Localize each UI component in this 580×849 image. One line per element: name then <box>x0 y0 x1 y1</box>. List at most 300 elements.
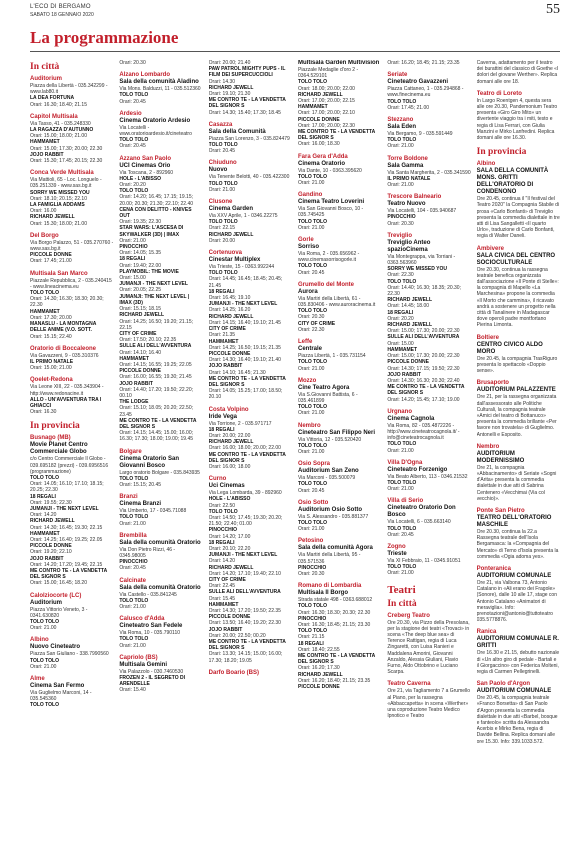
listing-entry <box>298 538 381 577</box>
venue-town: Ardesio <box>119 110 142 117</box>
showtimes: Orari: 16.20; 18.45; 21.15; 23.35 <box>387 60 460 66</box>
film-title: STAR WARS: L'ASCESA DI SKYWALKER (3D) | IMAX <box>119 225 184 238</box>
venue-address: Via Santa Margherita, 2 - 035.341590 <box>387 169 471 176</box>
showtimes: Orari: 14.45; 18.00 <box>387 303 430 310</box>
showtimes: Orari: 14.40; 17.20; 19.50; 22.20; 00.10 <box>119 386 193 399</box>
showtimes: Orari: 20.45 <box>297 487 325 494</box>
showtimes: Orari: 16.30; 18.40; 21.15 <box>30 101 87 108</box>
film-title: ME CONTRO TE - LA VENDETTA DEL SIGNOR S <box>297 652 376 666</box>
venue-name: Cinestar Multiplex <box>208 257 261 264</box>
showtimes: Orari: 16.20; 18.40; 21.15; 23.35 <box>297 677 371 684</box>
listing-entry <box>119 60 202 66</box>
showtimes: Orari: 14.40; 16.30; 18.35; 20.30; 22.30 <box>387 284 461 298</box>
venue-name: Iride Vega <box>208 413 238 420</box>
venue-name: Multisala Gemini <box>119 661 168 668</box>
listing-entry <box>298 583 381 690</box>
venue-address: Via Umberto, 17 - 0345.71088 <box>119 508 187 515</box>
showtimes: Orari: 21.00 <box>30 663 57 670</box>
showtimes: Orari: 20.00; 21.40 <box>208 60 251 66</box>
film-title: TOLO TOLO <box>297 603 327 610</box>
venue-address: Via Roma, 82 - 035.4872226 - http://www.cineteatrocagnola.it/ - info@cineteatrocagnola.it <box>387 422 460 442</box>
venue-town: Gorle <box>297 237 314 244</box>
film-title: TOLO TOLO <box>297 442 327 449</box>
film-title: TOLO TOLO <box>297 481 327 488</box>
venue-address: Via XXV Aprile, 1 - 0346.22275 <box>208 213 278 220</box>
showtimes: Orari: 20.05; 22.25 <box>119 287 162 294</box>
venue-town: Romano di Lombardia <box>297 583 362 590</box>
venue-address: Via Martiri della Libertà, 61 - 035.830406 - www.auroracinema.it <box>297 295 376 309</box>
venue-name: Cinema Oratorio San Giovanni Bosco <box>119 455 180 469</box>
film-title: SULLE ALI DELL'AVVENTURA <box>119 343 192 350</box>
showtimes: Orari: 19.35; 22.30 <box>119 219 162 226</box>
venue-name: UCI Cinemas Orio <box>119 162 171 169</box>
showtimes: Orari: 20.00 <box>208 237 236 244</box>
showtimes: Orari: 22.45 <box>208 583 236 590</box>
listing-entry <box>477 629 560 675</box>
film-title: TOLO TOLO <box>119 636 149 643</box>
film-title: HAMMAMET <box>297 104 328 111</box>
showtimes: Orari: 21.35 <box>208 332 236 339</box>
showtimes: Orari: 14.20 <box>30 512 57 519</box>
venue-town: Conca Verde Multisala <box>30 170 94 177</box>
showtimes: Orari: 21.00 <box>119 237 146 244</box>
film-title: SULLE ALI DELL'AVVENTURA <box>208 589 281 596</box>
listing-entry <box>30 377 113 415</box>
venue-name: SALA DELLA COMUNITÀ MONS. GRITTI DELL'ORATORIO DI CONDENONO <box>476 168 549 196</box>
venue-address: Via Guglielmo Marconi, 14 - 035.545360 <box>30 690 92 703</box>
listing-entry <box>387 460 470 493</box>
film-title: TOLO TOLO <box>30 290 59 297</box>
film-title: TOLO TOLO <box>387 525 417 532</box>
showtimes: Orari: 16.30; 18.45; 21.15; 23.30 <box>297 621 371 628</box>
event-description: Ore 21, via Valbona 73, Antonio Catalano in «Ali erano dei Fragole» (Sonore), dalle 10 alle 17, stage con Antonio Catalano «Animatori di meraviglia». Info: prenotazioni@antonio@tuttoteatro 035.5778876. <box>476 579 557 624</box>
showtimes: Orari: 20.45 <box>119 98 146 105</box>
listing-entry <box>30 114 113 164</box>
listing-entry <box>477 91 560 141</box>
film-title: 18 REGALI <box>297 640 324 647</box>
film-title: JOJO RABBIT <box>208 363 243 370</box>
listing-entry <box>298 60 381 148</box>
header-divider <box>30 51 560 52</box>
film-title: PINOCCHIO <box>297 615 327 622</box>
listing-entry <box>298 192 381 231</box>
listing-entry <box>298 282 381 333</box>
venue-town: Fara Gera d'Adda <box>297 153 348 160</box>
film-title: PAW PATROL MIGHTY PUPS - IL FILM DEI SUPERCUCCIOLI <box>208 66 286 79</box>
film-title: TOLO TOLO <box>297 359 327 366</box>
showtimes: Orari: 21.00 <box>297 410 325 417</box>
venue-name: Cineteatro Gavazzeni <box>387 79 448 86</box>
film-title: 18 REGALI <box>30 493 56 500</box>
film-title: JUMANJI - THE NEXT LEVEL <box>30 505 99 512</box>
film-title: FROZEN 2 - IL SEGRETO DI ARENDELLE <box>119 675 185 688</box>
venue-address: Piazza Cattaneo, 1 - 035.294868 - www.finecinema.eu <box>387 86 464 99</box>
film-title: CITY OF CRIME <box>297 320 336 327</box>
listing-entry <box>30 76 113 108</box>
film-title: PINOCCHIO <box>119 559 148 566</box>
listing-entry <box>30 435 113 586</box>
film-title: JOJO RABBIT <box>208 626 243 633</box>
film-title: ME CONTRO TE - LA VENDETTA DEL SIGNOR S <box>208 375 286 388</box>
listing-entry <box>298 423 381 456</box>
venue-address: Via Torrione, 2 - 035.971717 <box>208 420 272 427</box>
venue-town: Zogno <box>387 543 406 550</box>
film-title: TOLO TOLO <box>30 619 59 625</box>
venue-address: Via Vittoria, 12 - 035.520420 <box>297 436 362 443</box>
showtimes: Orari: 20.30 <box>297 314 325 321</box>
venue-town: Calolziocorte (LC) <box>30 592 82 599</box>
showtimes: Orari: 16.00 <box>30 208 57 215</box>
venue-name: Teatro Nuovo <box>387 201 426 208</box>
venue-address: c/o Centro Commerciale Il Globo - 039.695182 (prezzi) - 039.6956516 (programmazione) <box>30 456 109 475</box>
film-title: HAMMAMET <box>30 308 60 315</box>
listing-entry <box>30 170 113 227</box>
listing-entry <box>387 233 470 403</box>
showtimes: Orari: 16.00; 18.00; 20.00; 22.00 <box>208 445 281 452</box>
listing-entry <box>298 461 381 494</box>
publication-name: L'ECO DI BERGAMO <box>30 4 91 10</box>
showtimes: Orari: 15.00; 16.45; 18.20 <box>30 580 87 587</box>
showtimes: Orari: 18.40; 22.55 <box>297 646 340 653</box>
venue-name: Sala Gamma <box>387 162 424 169</box>
column-2 <box>119 60 202 840</box>
listing-entry <box>30 676 113 709</box>
showtimes: Orari: 21.00 <box>30 625 57 632</box>
film-title: TOLO TOLO <box>297 263 327 270</box>
film-title: 18 REGALI <box>387 309 414 316</box>
region-heading: In città <box>30 62 60 72</box>
film-title: PLAYMOBIL: THE MOVIE <box>119 268 179 275</box>
film-title: TOLO TOLO <box>297 79 327 86</box>
listing-entry <box>298 500 381 533</box>
venue-address: Via Tasso, 41 - 035.248330 <box>30 120 91 127</box>
showtimes: Orari: 16.00; 18.00 <box>208 463 251 470</box>
event-description: Ore 16.30 e 21.15, debutto nazionale di «Un altro giro di pedale - Bartali e il Giorgaccino» con Federica Molteni, regia di Carmen Pellegrinelli. <box>476 650 560 675</box>
film-title: HAMMAMET <box>208 601 239 608</box>
column-1 <box>30 60 113 840</box>
showtimes: Orari: 14.20; 15.45; 17.10; 19.00 <box>387 396 460 403</box>
listing-entry <box>477 508 560 560</box>
venue-town: Osio Sopra <box>297 461 330 468</box>
event-description: Ore 21, via Tagliamento 7 a Grumello al Piano, per la rassegna «Abbaccapetta» in scena «Werther» una coproduzione Teatro Medico Ipnotico e Teatro <box>387 688 471 720</box>
region-heading: In provincia <box>476 147 527 158</box>
showtimes: Orari: 21.15 <box>297 634 325 641</box>
film-title: ME CONTRO TE - LA VENDETTA DEL SIGNOR S <box>119 417 197 430</box>
film-title: ME CONTRO TE - LA VENDETTA DEL SIGNOR S <box>208 97 286 110</box>
venue-name: Auditorium Osio Sotto <box>297 506 362 513</box>
venue-town: Branzi <box>119 494 138 501</box>
showtimes: Orari: 14.25; 16.40; 19.25; 22.05 <box>30 536 103 543</box>
venue-address: Via Castello - 035.841245 <box>119 591 177 598</box>
film-title: RICHARD JEWELL <box>208 313 254 320</box>
film-title: SORRY WE MISSED YOU <box>387 266 447 273</box>
showtimes: Orari: 21.00 <box>119 642 146 649</box>
column-5 <box>387 60 470 840</box>
film-title: RICHARD JEWELL <box>297 91 343 98</box>
showtimes: Orari: 14.30; 16.30; 20.30; 22.40 <box>387 377 460 384</box>
showtimes: Orari: 14.05; 15.25; 17.00; 18.50; 20.10 <box>208 388 283 401</box>
listing-entry <box>387 544 470 577</box>
listing-entry <box>298 154 381 187</box>
film-title: IL PRIMO NATALE <box>30 358 74 365</box>
venue-town: Nembro <box>476 443 500 450</box>
showtimes: Orari: 21.00 <box>387 447 414 454</box>
venue-address: Via Dante, 10 - 0363.395620 <box>297 167 362 174</box>
showtimes: Orari: 15.15; 18.15 <box>119 306 162 313</box>
showtimes: Orari: 19.55; 22.30 <box>30 499 72 506</box>
listing-entry <box>119 616 202 649</box>
showtimes: Orari: 21.00 <box>387 182 414 189</box>
listing-entry <box>30 233 113 265</box>
film-title: JUMANJI - THE NEXT LEVEL <box>208 552 278 559</box>
showtimes: Orari: 17.00; 20.00; 22.15 <box>297 98 355 105</box>
showtimes: Orari: 19.10; 21.30 <box>208 91 251 98</box>
showtimes: Orari: 13.30; 14.15; 15.00; 16.00; 17.30; 18.20; 19.05 <box>208 651 283 664</box>
film-title: TOLO TOLO <box>387 479 417 486</box>
showtimes: Orari: 16.20; 17.30 <box>297 665 340 672</box>
listing-entry <box>477 60 560 85</box>
venue-address: Via Martiri della Libertà, 95 - 035.571536 <box>297 552 361 565</box>
listing-entry <box>209 199 292 244</box>
showtimes: Orari: 16.45; 19.10 <box>208 295 251 302</box>
showtimes: Orari: 21.00 <box>297 224 325 231</box>
showtimes: Orari: 14.30; 17.15; 19.50; 22.30 <box>387 365 460 372</box>
venue-name: Multisala Garden Multivision <box>297 60 380 66</box>
showtimes: Orari: 14.20 <box>208 558 236 565</box>
venue-town: Capriolo (BS) <box>119 654 158 661</box>
listing-entry <box>477 161 560 239</box>
showtimes: Orari: 14.20; 17.00 <box>208 533 251 540</box>
film-title: LA RAGAZZA D'AUTUNNO <box>30 127 94 134</box>
venue-town: San Paolo d'Argon <box>476 681 531 688</box>
film-title: HOLE - L'ABISSO <box>208 496 251 503</box>
showtimes: Orari: 14.15; 16.55; 19.25; 22.05 <box>119 361 192 368</box>
venue-town: Bolgare <box>119 448 142 455</box>
film-title: HAMMAMET <box>30 530 60 537</box>
column-4 <box>298 60 381 840</box>
film-title: PICCOLE DONNE <box>119 368 161 375</box>
listing-entry <box>387 72 470 111</box>
showtimes: Orari: 20.45 <box>208 148 236 155</box>
showtimes: Orari: 20.45 <box>297 269 325 276</box>
showtimes: Orari: 15.15; 20.45 <box>119 481 162 488</box>
venue-town: Calcinate <box>119 577 147 584</box>
venue-town: Urgnano <box>387 408 412 415</box>
showtimes: Orari: 16.30 <box>30 409 57 416</box>
venue-town: Costa Volpino <box>208 406 249 413</box>
venue-address: Piazza Libertà, 1 - 035.731154 <box>297 353 366 360</box>
listing-entry <box>387 681 470 719</box>
showtimes: Orari: 21.00 <box>297 365 325 372</box>
region-heading: In provincia <box>30 421 80 432</box>
showtimes: Orari: 15.40 <box>119 687 146 694</box>
film-title: HAMMAMET <box>208 338 239 345</box>
venue-town: Darfo Boario (BS) <box>208 669 259 676</box>
showtimes: Orari: 14.45; 16.45; 18.45; 20.45; 21.45 <box>208 276 283 289</box>
venue-name: Uci Cinemas <box>208 483 245 490</box>
page-header <box>30 2 560 68</box>
film-title: RICHARD JEWELL <box>208 231 254 238</box>
venue-name: Trieste <box>387 550 407 557</box>
film-title: ME CONTRO TE - LA VENDETTA DEL SIGNOR S <box>297 129 376 142</box>
film-title: TOLO TOLO <box>208 142 238 149</box>
showtimes: Orari: 16.00; 16.55; 19.30; 21.45 <box>119 374 192 381</box>
film-title: PICCOLE DONNE <box>208 350 251 357</box>
venue-name: Cineteatro Forzenigo <box>387 466 448 473</box>
venue-name: Auditorium <box>30 599 62 606</box>
showtimes: Orari: 14.25; 16.50; 19.20; 21.15; 22.15 <box>119 318 193 331</box>
listing-entry <box>30 271 113 340</box>
venue-address: Via Locatelli, 6 - 035.663140 <box>387 519 451 526</box>
venue-address: Via Roma, 2 - 035.656962 - www.cinemasorrisogorle.it <box>297 251 360 264</box>
showtimes: Orari: 20.45 <box>387 531 414 538</box>
showtimes: Orari: 15.30; 18.00; 21.00 <box>30 220 87 227</box>
listing-entry <box>209 407 292 471</box>
venue-address: Via Beato Alberto, 113 - 0346.21532 <box>387 473 468 480</box>
showtimes: Orari: 14.10; 16.45; 21.30 <box>208 369 266 376</box>
listing-entry <box>387 60 470 66</box>
film-title: ME CONTRO TE - LA VENDETTA DEL SIGNOR S <box>208 639 286 652</box>
showtimes: Orari: 14.50; 17.45; 19.30; 20.20; 21.50; 22.40; 01.00 <box>208 514 283 528</box>
film-title: ME CONTRO TE - LA VENDETTA DEL SIGNOR S <box>30 567 108 581</box>
showtimes: Orari: 20.00; 22.50; 00.20 <box>208 632 266 639</box>
venue-address: Piazza della Libertà - 035.342299 - www.lab80.it <box>30 83 108 96</box>
showtimes: Orari: 22.30 <box>387 272 414 279</box>
film-title: RICHARD JEWELL <box>119 312 165 319</box>
showtimes: Orari: 17.00; 20.00; 22.30 <box>297 122 355 129</box>
venue-name: Sala della comunità Aladino <box>119 79 199 86</box>
venue-town: Albino <box>476 161 496 168</box>
showtimes: Orari: 15.00 <box>387 340 414 347</box>
film-title: LA FAMIGLIA ADDAMS <box>30 202 85 209</box>
listing-entry <box>30 593 113 632</box>
venue-town: Busnago (MB) <box>30 435 71 442</box>
showtimes: Orari: 18.10; 20.15; 22.10 <box>30 195 87 202</box>
showtimes: Orari: 20.00; 22.00 <box>208 432 251 439</box>
film-title: TOLO TOLO <box>297 628 327 635</box>
venue-name: Centrale <box>297 346 322 353</box>
region-heading: Teatri <box>387 583 416 596</box>
venue-name: Sala della comunità Oratorio <box>119 539 201 546</box>
venue-name: Cinema Cagnola <box>387 415 435 422</box>
listing-entry <box>119 156 202 443</box>
venue-town: Boltiere <box>476 334 499 341</box>
venue-address: Via San Giovanni Bosco, 10 - 035.745425 <box>297 206 364 219</box>
venue-town: Auditorium <box>30 76 62 82</box>
listing-entry <box>209 670 292 677</box>
listing-entry <box>209 160 292 193</box>
venue-address: Piazza San Giuliano - 338.7990560 <box>30 651 109 658</box>
film-title: TOLO TOLO <box>297 173 327 180</box>
venue-town: Ranica <box>476 629 497 636</box>
film-title: THE LODGE <box>119 399 149 406</box>
showtimes: Orari: 17.50; 20.10; 22.35 <box>119 337 177 344</box>
listings-columns <box>30 60 560 840</box>
venue-address: Via Locatelli, 104 - 035.940687 <box>387 208 457 215</box>
showtimes: Orari: 14.15; 14.45; 15.00; 16.00; 16.30; 17.30; 18.00; 19.00; 19.45 <box>119 430 194 443</box>
listing-entry <box>477 566 560 623</box>
film-title: JOJO RABBIT <box>119 380 153 387</box>
venue-name: CENTRO CIVICO ALDO MORO <box>476 341 543 355</box>
venue-name: Sorriso <box>297 244 319 251</box>
showtimes: Orari: 20.10; 22.20 <box>208 545 251 552</box>
event-description: Ore 20.30, via Pizzo della Presolana, per la stagione dei teatri «Trovaci» in scena «The deep blue sea» di Terence Rattigan, regia di Luca Zingaretti, con Luisa Ranieri e Maddalena Amorini, Giovanni Anzaldo, Alessia Giuliani, Flavio Furno, Aldo Ottobrino e Luciano Scarpa. <box>387 619 470 676</box>
listing-entry <box>119 655 202 694</box>
showtimes: Orari: 15.00; 18.00; 21.00 <box>30 133 87 140</box>
listing-entry <box>477 444 560 502</box>
film-title: TOLO TOLO <box>30 702 59 709</box>
showtimes: Orari: 14.30; 16.40; 19.10; 21.40 <box>208 357 281 364</box>
event-description: Ore 20.30, continua la rassegna teatrale benefica organizzata dall'associazione «Il Ponte di Stelle»: la compagnia di Mapello «La Marchesina» propone la commedia «Il Morto che cammina», il ricavato andrà a sostenere un progetto nella città di Tanalinere in Madagascar dove operoli padre montfortano Pierina Limonta. <box>476 266 559 329</box>
film-title: TOLO TOLO <box>208 180 238 187</box>
event-description: Caverna, adattamento per il teatro dei burattini del classico di Goethe «I dolori del giovane Werther». Replica domani alle ore 18. <box>476 60 559 85</box>
film-title: JOJO RABBIT <box>30 151 64 158</box>
showtimes: Orari: 17.45; 21.00 <box>30 258 72 265</box>
film-title: RICHARD JEWELL <box>208 564 254 571</box>
listing-entry <box>209 122 292 155</box>
showtimes: Orari: 19.20; 22.10 <box>30 549 72 556</box>
listing-entry <box>209 250 292 400</box>
venue-town: Alzano Lombardo <box>119 72 170 79</box>
film-title: TOLO TOLO <box>208 508 238 515</box>
showtimes: Orari: 14.30; 15.40; 17.30; 18.45 <box>208 109 281 116</box>
event-description: Ore 21, la compagnia «Abbacinamento» di Seriate «Sogni d'Arita» presenta la commedia dialettale in due atti di Sabrina Centenero «Vecchimai (Via col vecchio)». <box>476 464 557 502</box>
film-title: MANASLU - LA MONTAGNA DELLE ANIME (V.O. SOTT. <box>30 321 97 334</box>
showtimes: Orari: 20.30 <box>297 570 325 577</box>
film-title: 18 REGALI <box>208 288 235 295</box>
film-title: PICCOLE DONNE <box>30 252 72 259</box>
film-title: CITY OF CRIME <box>208 577 246 583</box>
showtimes: Orari: 14.25; 16.20 <box>208 307 251 314</box>
film-title: PINOCCHIO <box>119 244 148 251</box>
venue-town: Villa D'Ogna <box>387 459 423 466</box>
venue-name: Nuovo <box>208 167 228 174</box>
showtimes: Orari: 22.15 <box>208 225 236 232</box>
showtimes: Orari: 16.30; 18.30; 20.30; 22.30 <box>297 609 371 616</box>
region-heading: In città <box>387 598 417 609</box>
showtimes: Orari: 20.20 <box>387 315 414 322</box>
column-6 <box>477 60 560 840</box>
film-title: RICHARD JEWELL <box>208 84 254 91</box>
film-title: PICCOLE DONNE <box>387 359 429 366</box>
showtimes: Orari: 21.00 <box>387 143 414 150</box>
film-title: CITY OF CRIME <box>208 326 246 333</box>
film-title: RICHARD JEWELL <box>30 518 75 525</box>
venue-town: Ambivere <box>476 245 504 252</box>
listing-entry <box>387 613 470 676</box>
showtimes: Orari: 15.00; 21.00 <box>30 365 72 372</box>
listing-entry <box>119 449 202 489</box>
showtimes: Orari: 14.20; 16.45; 17.15; 19.15; 20.00; 20.30; 21.30; 22.10; 22.40 <box>119 194 194 207</box>
listing-entry <box>298 237 381 276</box>
event-description: In Largo Roentgen 4, questa sera alle ore 20.30, Pandemonium Teatro presenta «Giro Giro Mito» un divertente viaggio tra i miti, testo e regia di Lisa Ferrari, con Giulia Manzini e Mirko Lanfredini. Replica domani alle ore 16.30. <box>476 97 558 142</box>
showtimes: Orari: 14.15; 16.40; 19.10; 21.45 <box>208 319 281 326</box>
event-description: Ore 20.30, continua la 22.a Rassegna teatrale dell'Isola Bergamasca: la «Compagnia del Mercato» di Terno d'Isola presenta la commedia «Ogia adoma yes». <box>476 528 559 560</box>
listing-entry <box>298 378 381 417</box>
venue-town: Villa di Serio <box>387 498 424 505</box>
showtimes: Orari: 20.30 <box>119 60 146 66</box>
showtimes: Orari: 21.00 <box>119 520 146 527</box>
listing-entry <box>298 339 381 372</box>
venue-address: Largo oratorio Bolgare - 035.843935 <box>119 469 200 476</box>
venue-town: Cortenuova <box>208 250 242 257</box>
listing-entry <box>387 117 470 150</box>
showtimes: Orari: 15.45 <box>208 595 236 602</box>
showtimes: Orari: 14.30; 16.30; 18.30; 20.30; 22.30 <box>30 296 104 309</box>
showtimes: Orari: 17.45; 21.00 <box>387 104 430 111</box>
film-title: TOLO TOLO <box>30 474 59 481</box>
venue-town: Teatro Caverna <box>387 681 431 688</box>
